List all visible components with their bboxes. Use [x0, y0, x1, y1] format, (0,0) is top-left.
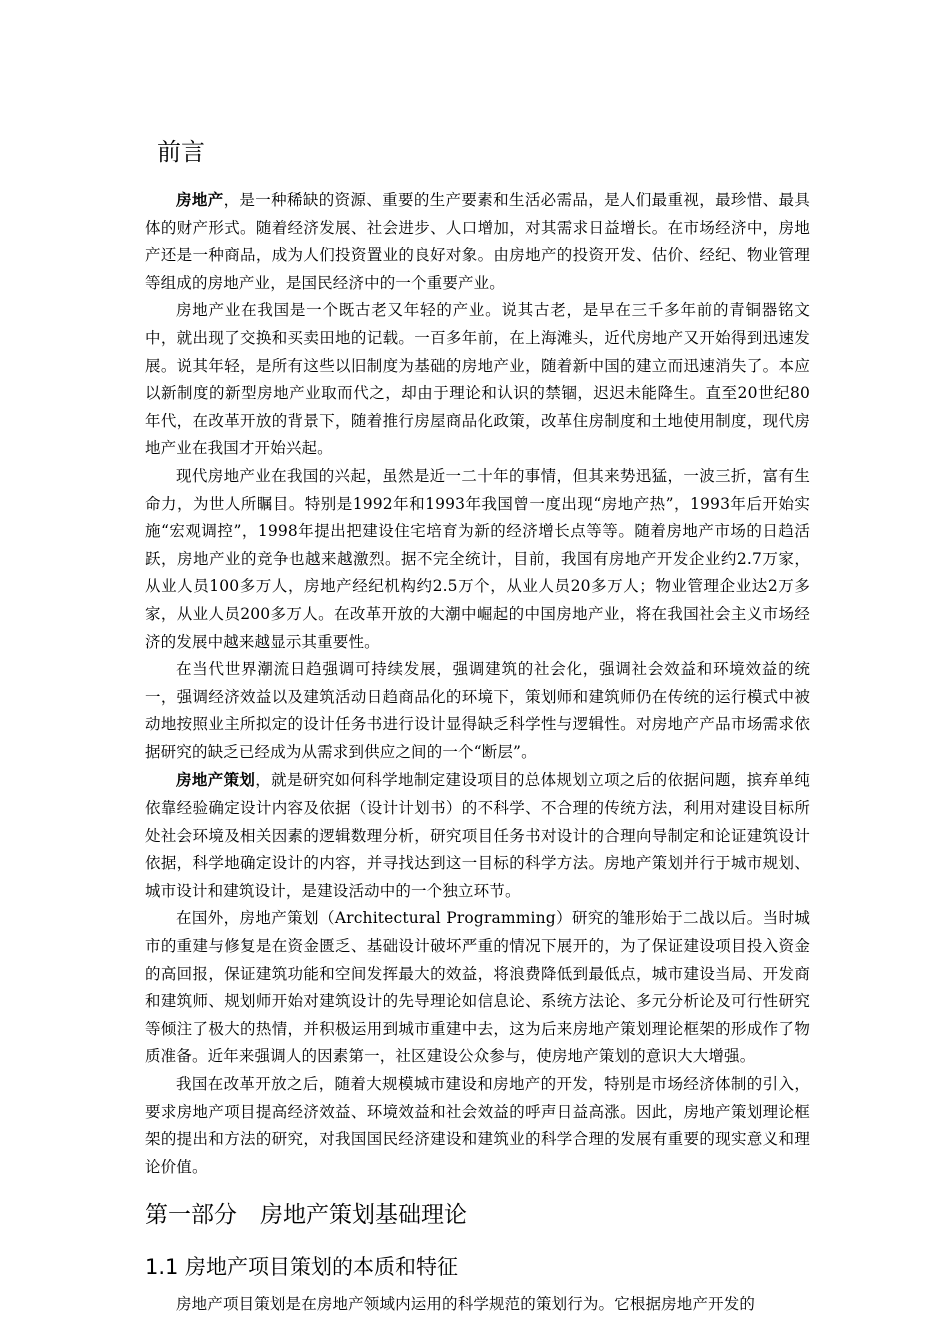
paragraph-text: 房地产项目策划是在房地产领域内运用的科学规范的策划行为。它根据房地产开发的 [176, 1295, 756, 1314]
paragraph-text: ，就是研究如何科学地制定建设项目的总体规划立项之后的依据问题，摈弃单纯依靠经验确定设计内容及依据（设计计划书）的不科学、不合理的传统方法，利用对建设目标所处社会环境及相关因素的逻辑数理分析，研究项目任务书对设计的合理向导制定和论证建筑设计依据，科学地确定设计的内容，并寻找达到这一目标的科学方法。房地产策划并行于城市规划、城市设计和建筑设计，是建设活动中的一个独立环节。 [145, 771, 810, 900]
paragraph-lead-term: 房地产策划 [176, 770, 256, 790]
paragraph [145, 1291, 810, 1319]
paragraph-text: 我国在改革开放之后，随着大规模城市建设和房地产的开发，特别是市场经济体制的引入，要求房地产项目提高经济效益、环境效益和社会效益的呼声日益高涨。因此，房地产策划理论框架的提出和方法的研究，对我国国民经济建设和建筑业的科学合理的发展有重要的现实意义和理论价值。 [145, 1075, 810, 1176]
paragraph [145, 463, 810, 656]
paragraph-text: 在当代世界潮流日趋强调可持续发展，强调建筑的社会化，强调社会效益和环境效益的统一，强调经济效益以及建筑活动日趋商品化的环境下，策划师和建筑师仍在传统的运行模式中被动地按照业主所拟定的设计任务书进行设计显得缺乏科学性与逻辑性。对房地产产品市场需求依据研究的缺乏已经成为从需求到供应之间的一个“断层”。 [145, 660, 810, 761]
paragraph [145, 297, 810, 463]
paragraph-text: ，是一种稀缺的资源、重要的生产要素和生活必需品，是人们最重视，最珍惜、最具体的财产形式。随着经济发展、社会进步、人口增加，对其需求日益增长。在市场经济中，房地产还是一种商品，成为人们投资置业的良好对象。由房地产的投资开发、估价、经纪、物业管理等组成的房地产业，是国民经济中的一个重要产业。 [145, 191, 811, 292]
paragraph [145, 1071, 810, 1181]
section-heading [145, 1247, 810, 1287]
paragraph-text: 房地产业在我国是一个既古老又年轻的产业。说其古老，是早在三千多年前的青铜器铭文中，就出现了交换和买卖田地的记载。一百多年前，在上海滩头，近代房地产又开始得到迅速发展。说其年轻，是所有这些以旧制度为基础的房地产业，随着新中国的建立而迅速消失了。本应以新制度的新型房地产业取而代之，却由于理论和认识的禁锢，迟迟未能降生。直至20世纪80年代，在改革开放的背景下，随着推行房屋商品化政策，改革住房制度和土地使用制度，现代房地产业在我国才开始兴起。 [145, 301, 810, 458]
section-title: 房地产项目策划的本质和特征 [185, 1255, 458, 1280]
paragraph-lead-term: 房地产 [176, 190, 224, 209]
paragraph-text: 在国外，房地产策划（Architectural Programming）研究的雏形始于二战以后。当时城市的重建与修复是在资金匮乏、基础设计破坏严重的情况下展开的，为了保证建设项目投入资金的高回报，保证建筑功能和空间发挥最大的效益，将浪费降低到最低点，城市建设当局、开发商和建筑师、规划师开始对建筑设计的先导理论如信息论、系统方法论、多元分析论及可行性研究等倾注了极大的热情，并积极运用到城市重建中去，这为后来房地产策划理论框架的形成作了物质准备。近年来强调人的因素第一，社区建设公众参与，使房地产策划的意识大大增强。 [145, 909, 810, 1066]
preface-section [145, 186, 810, 1181]
paragraph [145, 186, 810, 297]
paragraph [145, 766, 810, 905]
paragraph [145, 656, 810, 766]
section-number: 1.1 [145, 1255, 179, 1280]
paragraph [145, 905, 810, 1071]
document-body [145, 130, 810, 1319]
part-heading: 第一部分 房地产策划基础理论 [145, 1202, 467, 1229]
preface-heading: 前言 [157, 138, 205, 166]
paragraph-text: 现代房地产业在我国的兴起，虽然是近一二十年的事情，但其来势迅猛，一波三折，富有生命力，为世人所瞩目。特别是1992年和1993年我国曾一度出现“房地产热”，1993年后开始实施“宏观调控”，1998年提出把建设住宅培育为新的经济增长点等等。随着房地产市场的日趋活跃，房地产业的竞争也越来越激烈。据不完全统计，目前，我国有房地产开发企业约2.7万家，从业人员100多万人，房地产经纪机构约2.5万个，从业人员20多万人；物业管理企业达2万多家，从业人员200多万人。在改革开放的大潮中崛起的中国房地产业，将在我国社会主义市场经济的发展中越来越显示其重要性。 [145, 466, 810, 651]
